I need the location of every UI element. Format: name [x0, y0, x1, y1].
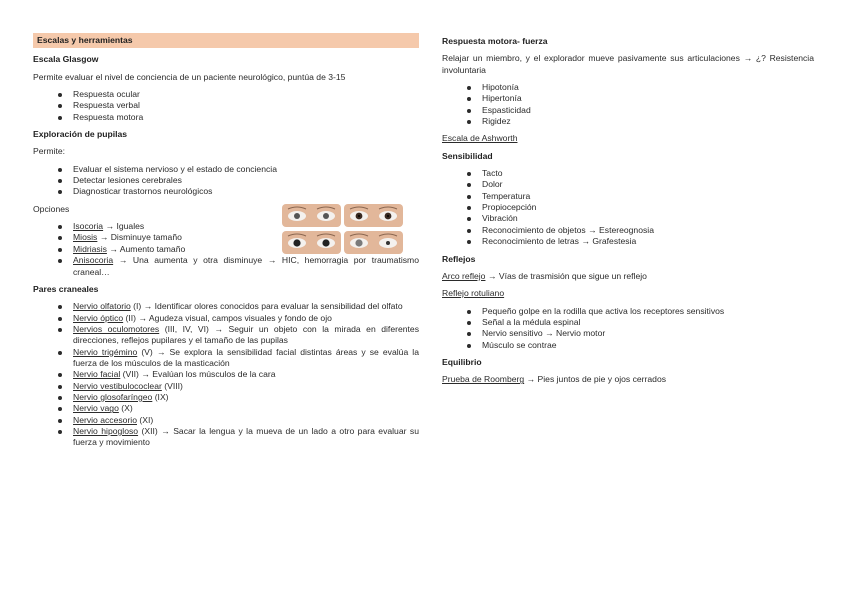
list-item: Evaluar el sistema nervioso y el estado de conciencia: [73, 164, 419, 175]
left-column: [33, 33, 419, 455]
list-item: Respuesta verbal: [73, 100, 419, 111]
nerve-desc: (XII) → Sacar la lengua y la mueva de un lado a otro para evaluar su fuerza y movimiento: [73, 425, 419, 448]
opciones-label: Opciones: [33, 203, 70, 214]
nerve-term: Nervio trigémino: [73, 346, 138, 357]
list-item: [73, 313, 419, 324]
list-item: Señal a la médula espinal: [482, 317, 814, 328]
nerve-term: Nervio vestibulococlear: [73, 380, 162, 391]
list-item: Dolor: [482, 179, 814, 190]
equilibrio-title: Equilibrio: [442, 356, 482, 367]
pares-list: [33, 301, 419, 448]
list-item: Pequeño golpe en la rodilla que activa los receptores sensitivos: [482, 306, 814, 317]
list-item: [73, 392, 419, 403]
list-item: Reconocimiento de objetos → Estereognosia: [482, 225, 814, 236]
list-item: Músculo se contrae: [482, 340, 814, 351]
rotuliano-list: [442, 306, 814, 351]
reflejos-title: Reflejos: [442, 253, 476, 264]
nerve-term: Nervio olfatorio: [73, 301, 131, 312]
list-item: [73, 255, 419, 278]
glasgow-description: Permite evaluar el nivel de conciencia de un paciente neurológico, puntúa de 3-15: [33, 71, 346, 82]
motora-title: Respuesta motora- fuerza: [442, 36, 548, 46]
list-item: Respuesta motora: [73, 112, 419, 123]
list-item: Reconocimiento de letras → Grafestesia: [482, 236, 814, 247]
pupil-options-block: [33, 204, 419, 278]
pupil-options-list: [33, 221, 419, 278]
list-item: Hipotonía: [482, 82, 814, 93]
list-item: Diagnosticar trastornos neurológicos: [73, 186, 419, 197]
list-item: Tacto: [482, 168, 814, 179]
list-item: Nervio sensitivo → Nervio motor: [482, 328, 814, 339]
sensibilidad-title: Sensibilidad: [442, 150, 493, 161]
nerve-term: Nervio accesorio: [73, 414, 137, 425]
list-item: [73, 369, 419, 380]
romberg-term: Prueba de Roomberg: [442, 374, 525, 385]
option-desc: → Iguales: [103, 221, 145, 232]
list-item: [73, 403, 419, 414]
arco-reflejo-desc: → Vías de trasmisión que sigue un reflejo: [485, 270, 647, 281]
list-item: [73, 221, 419, 232]
nerve-desc: (V) → Se explora la sensibilidad facial distintas áreas y se evalúa la fuerza de los músculos de la masticación: [73, 346, 419, 368]
motora-list: [442, 82, 814, 127]
list-item: [73, 415, 419, 426]
romberg-line: [442, 374, 814, 385]
option-desc: → Aumento tamaño: [106, 243, 186, 254]
glasgow-title: Escala Glasgow: [33, 54, 99, 65]
pupilas-purpose-list: [33, 164, 419, 198]
list-item: Respuesta ocular: [73, 89, 419, 100]
nerve-term: Nervios oculomotores: [73, 323, 160, 334]
list-item: Propiocepción: [482, 202, 814, 213]
option-desc: → Disminuye tamaño: [97, 232, 182, 243]
list-item: Detectar lesiones cerebrales: [73, 175, 419, 186]
list-item: Hipertonía: [482, 93, 814, 104]
nerve-desc: (IX): [152, 391, 169, 402]
list-item: [73, 347, 419, 370]
arco-reflejo-term: Arco reflejo: [442, 270, 486, 281]
glasgow-list: [33, 89, 419, 123]
motora-description: Relajar un miembro, y el explorador mueve pasivamente sus articulaciones → ¿? Resistencia involuntaria: [442, 53, 814, 75]
list-item: [73, 232, 419, 243]
option-term: Miosis: [73, 232, 98, 243]
nerve-term: Nervio óptico: [73, 312, 124, 323]
nerve-desc: (VIII): [161, 380, 183, 391]
pupilas-permite: Permite:: [33, 146, 65, 157]
nerve-desc: (III, IV, VI) → Seguir un objeto con la mirada en diferentes direcciones, reflejos pupilares y el tamaño de las pupilas: [73, 323, 419, 346]
list-item: [73, 381, 419, 392]
nerve-term: Nervio vago: [73, 403, 119, 414]
nerve-desc: (VII) → Evalúan los músculos de la cara: [120, 369, 276, 380]
option-term: Midriasis: [73, 243, 107, 254]
nerve-desc: (I) → Identificar olores conocidos para evaluar la sensibilidad del olfato: [130, 301, 403, 312]
list-item: Temperatura: [482, 191, 814, 202]
nerve-desc: (II) → Agudeza visual, campos visuales y fondo de ojo: [123, 312, 332, 323]
pupilas-title: Exploración de pupilas: [33, 129, 128, 140]
arco-reflejo-line: [442, 271, 814, 282]
romberg-desc: → Pies juntos de pie y ojos cerrados: [524, 374, 667, 385]
nerve-term: Nervio glosofaríngeo: [73, 391, 153, 402]
right-column: [442, 33, 814, 392]
list-item: Rigidez: [482, 116, 814, 127]
list-item: [73, 426, 419, 449]
sensibilidad-list: [442, 168, 814, 247]
list-item: [73, 324, 419, 347]
nerve-desc: (X): [118, 403, 133, 414]
nerve-term: Nervio hipogloso: [73, 425, 139, 436]
option-term: Isocoria: [73, 221, 104, 232]
option-term: Anisocoria: [73, 255, 114, 266]
list-item: [73, 244, 419, 255]
pares-title: Pares craneales: [33, 283, 99, 294]
list-item: Espasticidad: [482, 105, 814, 116]
list-item: Vibración: [482, 213, 814, 224]
rotuliano-heading: Reflejo rotuliano: [442, 288, 505, 299]
nerve-term: Nervio facial: [73, 369, 121, 380]
section-header-escalas: Escalas y herramientas: [33, 33, 419, 48]
nerve-desc: (XI): [137, 414, 154, 425]
option-desc: → Una aumenta y otra disminuye → HIC, hemorragia por traumatismo craneal…: [73, 255, 419, 277]
ashworth-link: Escala de Ashworth: [442, 133, 518, 144]
list-item: [73, 301, 419, 312]
